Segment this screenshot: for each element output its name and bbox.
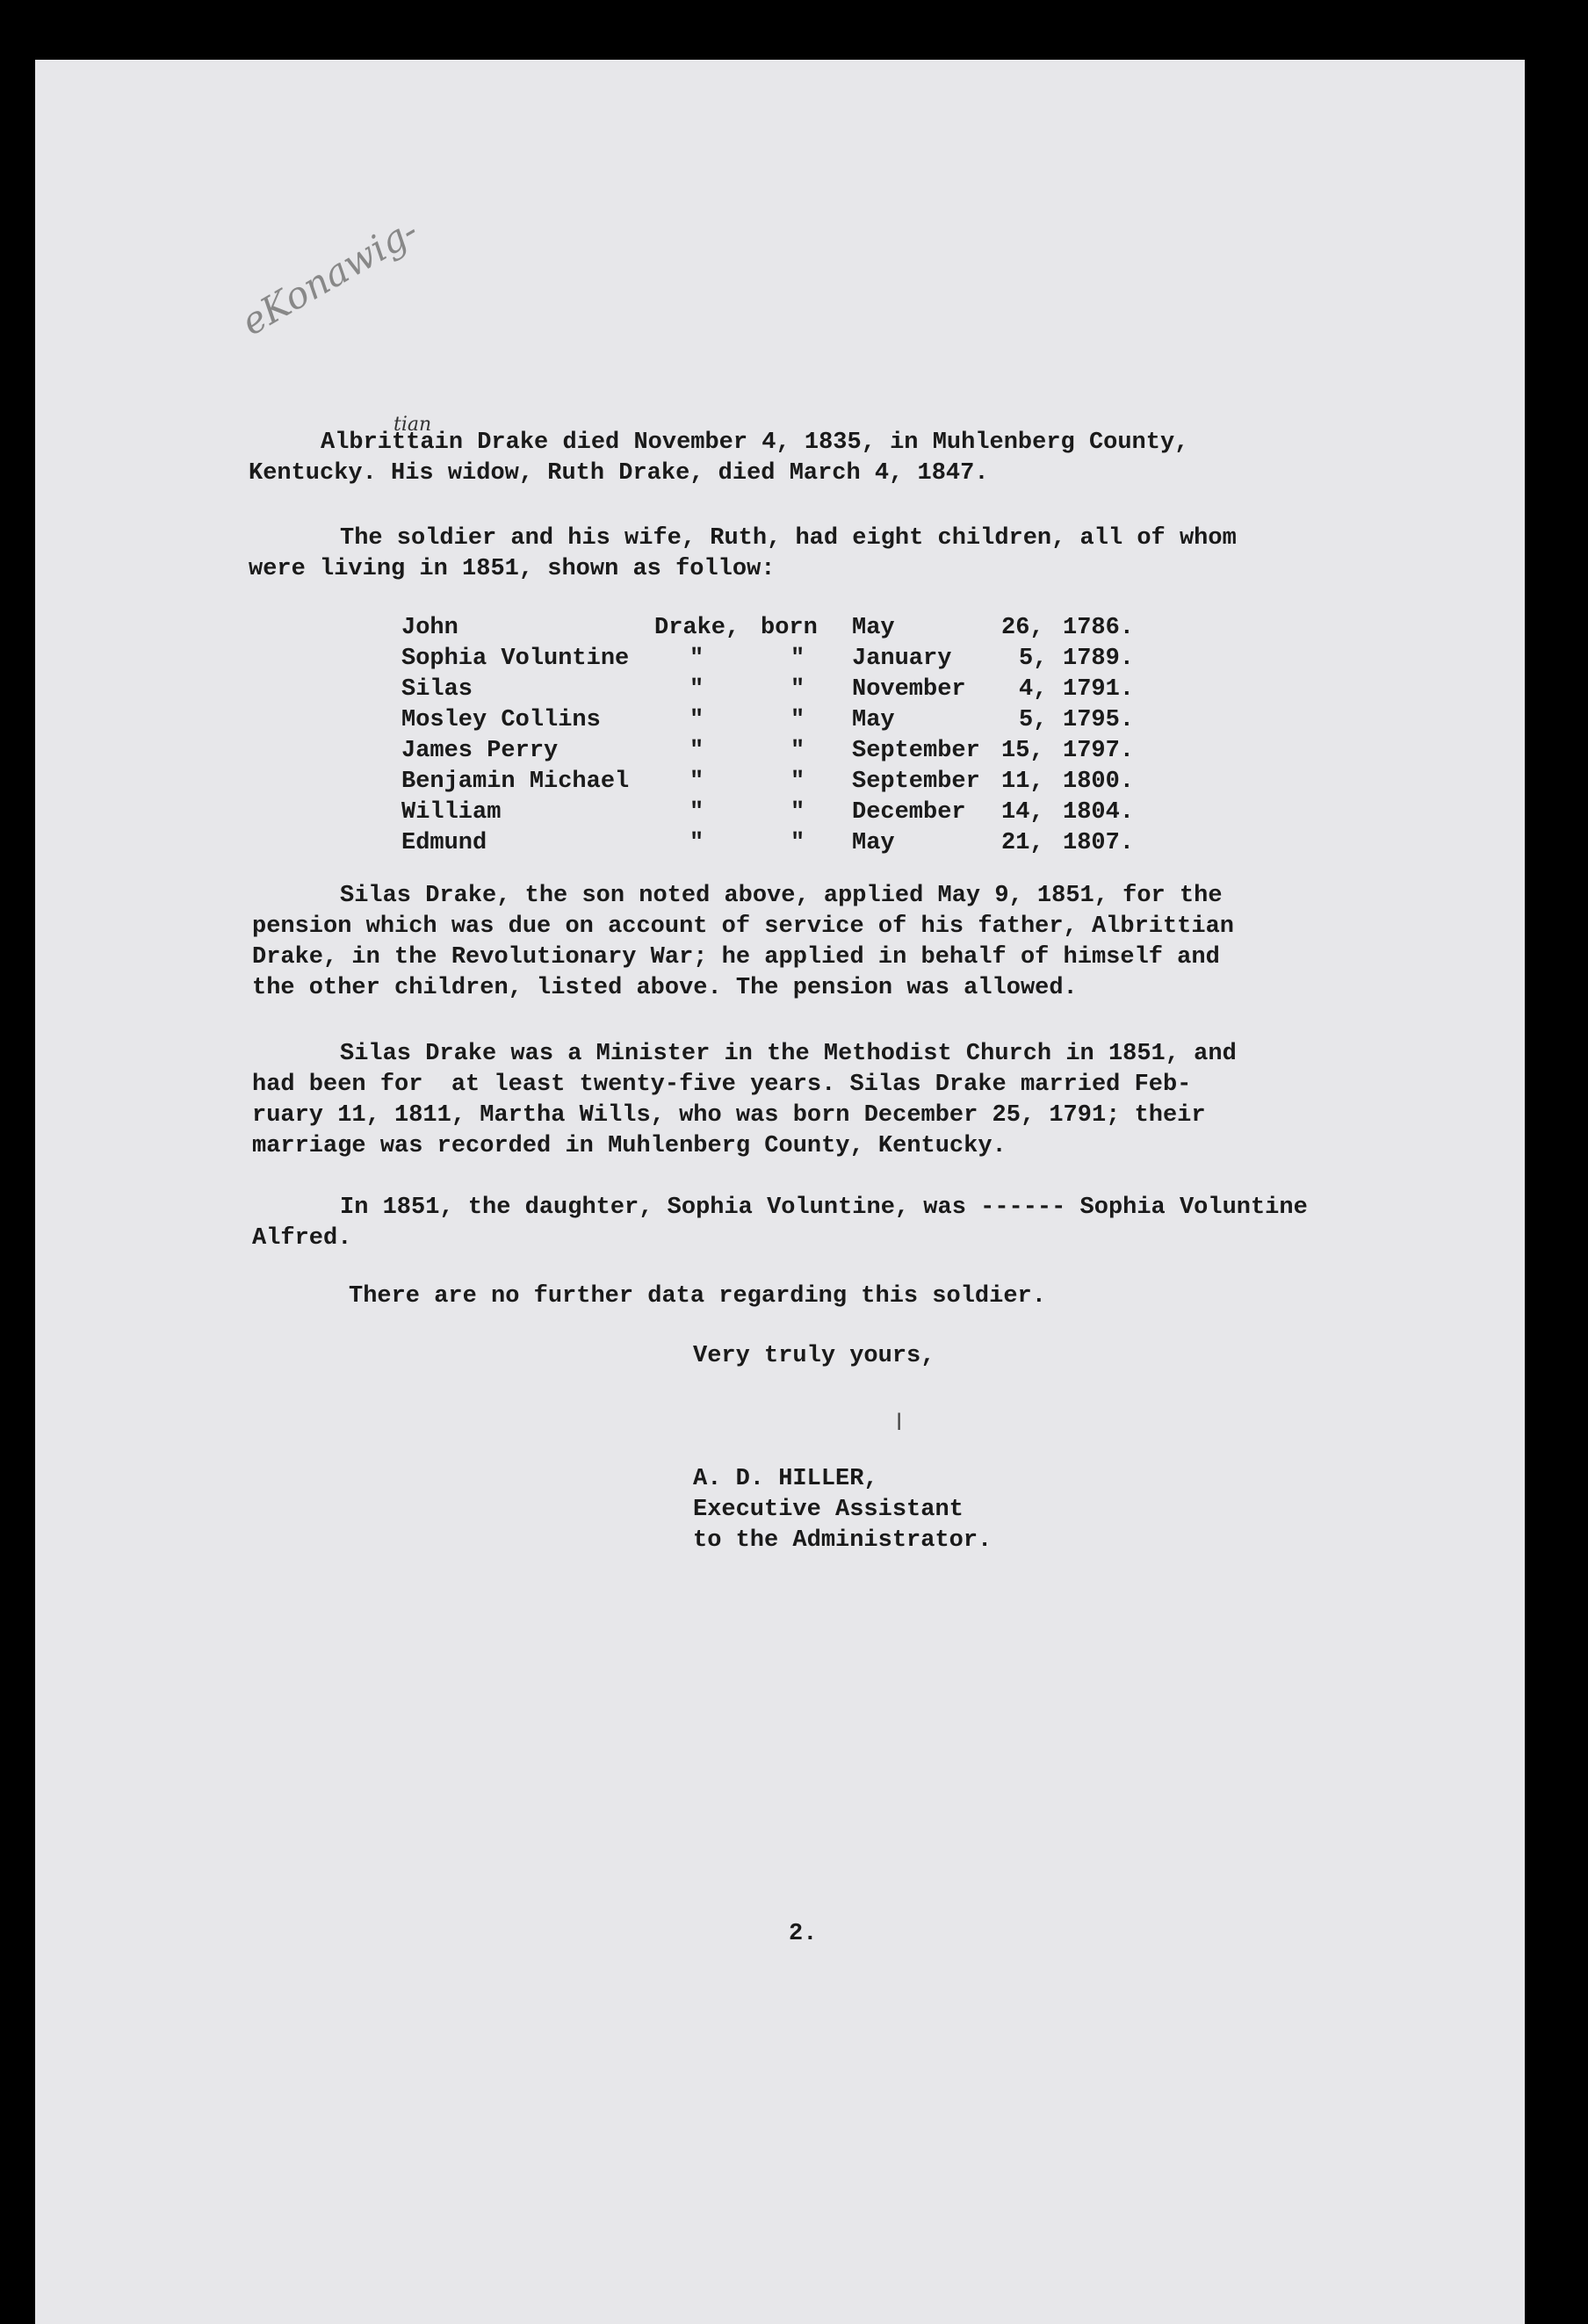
- child-born: ": [790, 676, 805, 703]
- paragraph5-line1: In 1851, the daughter, Sophia Voluntine, was ------ Sophia Voluntine: [340, 1194, 1308, 1221]
- child-month: May: [852, 615, 895, 641]
- child-year: 1789.: [1063, 646, 1135, 672]
- child-year: 1797.: [1063, 738, 1135, 764]
- child-surname: ": [689, 830, 704, 856]
- child-day: 5,: [1019, 707, 1048, 733]
- child-born: ": [790, 769, 805, 795]
- child-surname: Drake,: [654, 615, 740, 641]
- child-surname: ": [689, 646, 704, 672]
- signature-title1: Executive Assistant: [693, 1497, 964, 1523]
- child-year: 1791.: [1063, 676, 1135, 703]
- paragraph2-line2: were living in 1851, shown as follow:: [249, 556, 776, 582]
- child-month: January: [852, 646, 952, 672]
- child-born: born: [761, 615, 818, 641]
- child-name: Benjamin Michael: [401, 769, 630, 795]
- paragraph3-line4: the other children, listed above. The pension was allowed.: [252, 975, 1078, 1001]
- paragraph6: There are no further data regarding this soldier.: [349, 1283, 1046, 1310]
- paragraph1-line1: Albrittain Drake died November 4, 1835, in Muhlenberg County,: [321, 429, 1189, 456]
- paragraph4-line4: marriage was recorded in Muhlenberg County, Kentucky.: [252, 1133, 1007, 1159]
- child-surname: ": [689, 769, 704, 795]
- child-surname: ": [689, 707, 704, 733]
- child-name: Edmund: [401, 830, 487, 856]
- child-day: 11,: [1001, 769, 1044, 795]
- handwritten-note: eKonawig-: [234, 208, 426, 344]
- child-name: Mosley Collins: [401, 707, 601, 733]
- child-name: John: [401, 615, 458, 641]
- signature-title2: to the Administrator.: [693, 1527, 992, 1554]
- child-year: 1807.: [1063, 830, 1135, 856]
- paragraph3-line1: Silas Drake, the son noted above, applied May 9, 1851, for the: [340, 883, 1223, 909]
- paragraph2-line1: The soldier and his wife, Ruth, had eight children, all of whom: [340, 525, 1237, 552]
- paragraph3-line3: Drake, in the Revolutionary War; he applied in behalf of himself and: [252, 944, 1220, 971]
- child-surname: ": [689, 738, 704, 764]
- handwritten-insert: tian: [393, 414, 432, 436]
- child-year: 1786.: [1063, 615, 1135, 641]
- child-surname: ": [689, 676, 704, 703]
- child-surname: ": [689, 799, 704, 826]
- paragraph3-line2: pension which was due on account of service of his father, Albrittian: [252, 913, 1234, 940]
- child-month: September: [852, 769, 980, 795]
- child-year: 1795.: [1063, 707, 1135, 733]
- child-day: 5,: [1019, 646, 1048, 672]
- page-number: 2.: [789, 1921, 818, 1947]
- paragraph4-line2: had been for at least twenty-five years. Silas Drake married Feb-: [252, 1072, 1192, 1098]
- closing: Very truly yours,: [693, 1343, 935, 1369]
- child-day: 21,: [1001, 830, 1044, 856]
- child-born: ": [790, 707, 805, 733]
- child-year: 1800.: [1063, 769, 1135, 795]
- child-month: November: [852, 676, 966, 703]
- check-mark: ⅼ: [896, 1410, 903, 1436]
- child-name: Silas: [401, 676, 473, 703]
- child-born: ": [790, 738, 805, 764]
- child-month: September: [852, 738, 980, 764]
- child-born: ": [790, 830, 805, 856]
- paragraph4-line3: ruary 11, 1811, Martha Wills, who was born December 25, 1791; their: [252, 1102, 1206, 1129]
- child-name: Sophia Voluntine: [401, 646, 630, 672]
- child-born: ": [790, 799, 805, 826]
- child-born: ": [790, 646, 805, 672]
- child-day: 26,: [1001, 615, 1044, 641]
- child-name: James Perry: [401, 738, 559, 764]
- paragraph4-line1: Silas Drake was a Minister in the Methodist Church in 1851, and: [340, 1041, 1237, 1067]
- child-month: May: [852, 707, 895, 733]
- child-day: 4,: [1019, 676, 1048, 703]
- child-day: 15,: [1001, 738, 1044, 764]
- child-year: 1804.: [1063, 799, 1135, 826]
- paragraph5-line2: Alfred.: [252, 1225, 352, 1252]
- child-day: 14,: [1001, 799, 1044, 826]
- paragraph1-line2: Kentucky. His widow, Ruth Drake, died March 4, 1847.: [249, 460, 989, 487]
- child-name: William: [401, 799, 502, 826]
- child-month: May: [852, 830, 895, 856]
- child-month: December: [852, 799, 966, 826]
- signature-name: A. D. HILLER,: [693, 1466, 878, 1492]
